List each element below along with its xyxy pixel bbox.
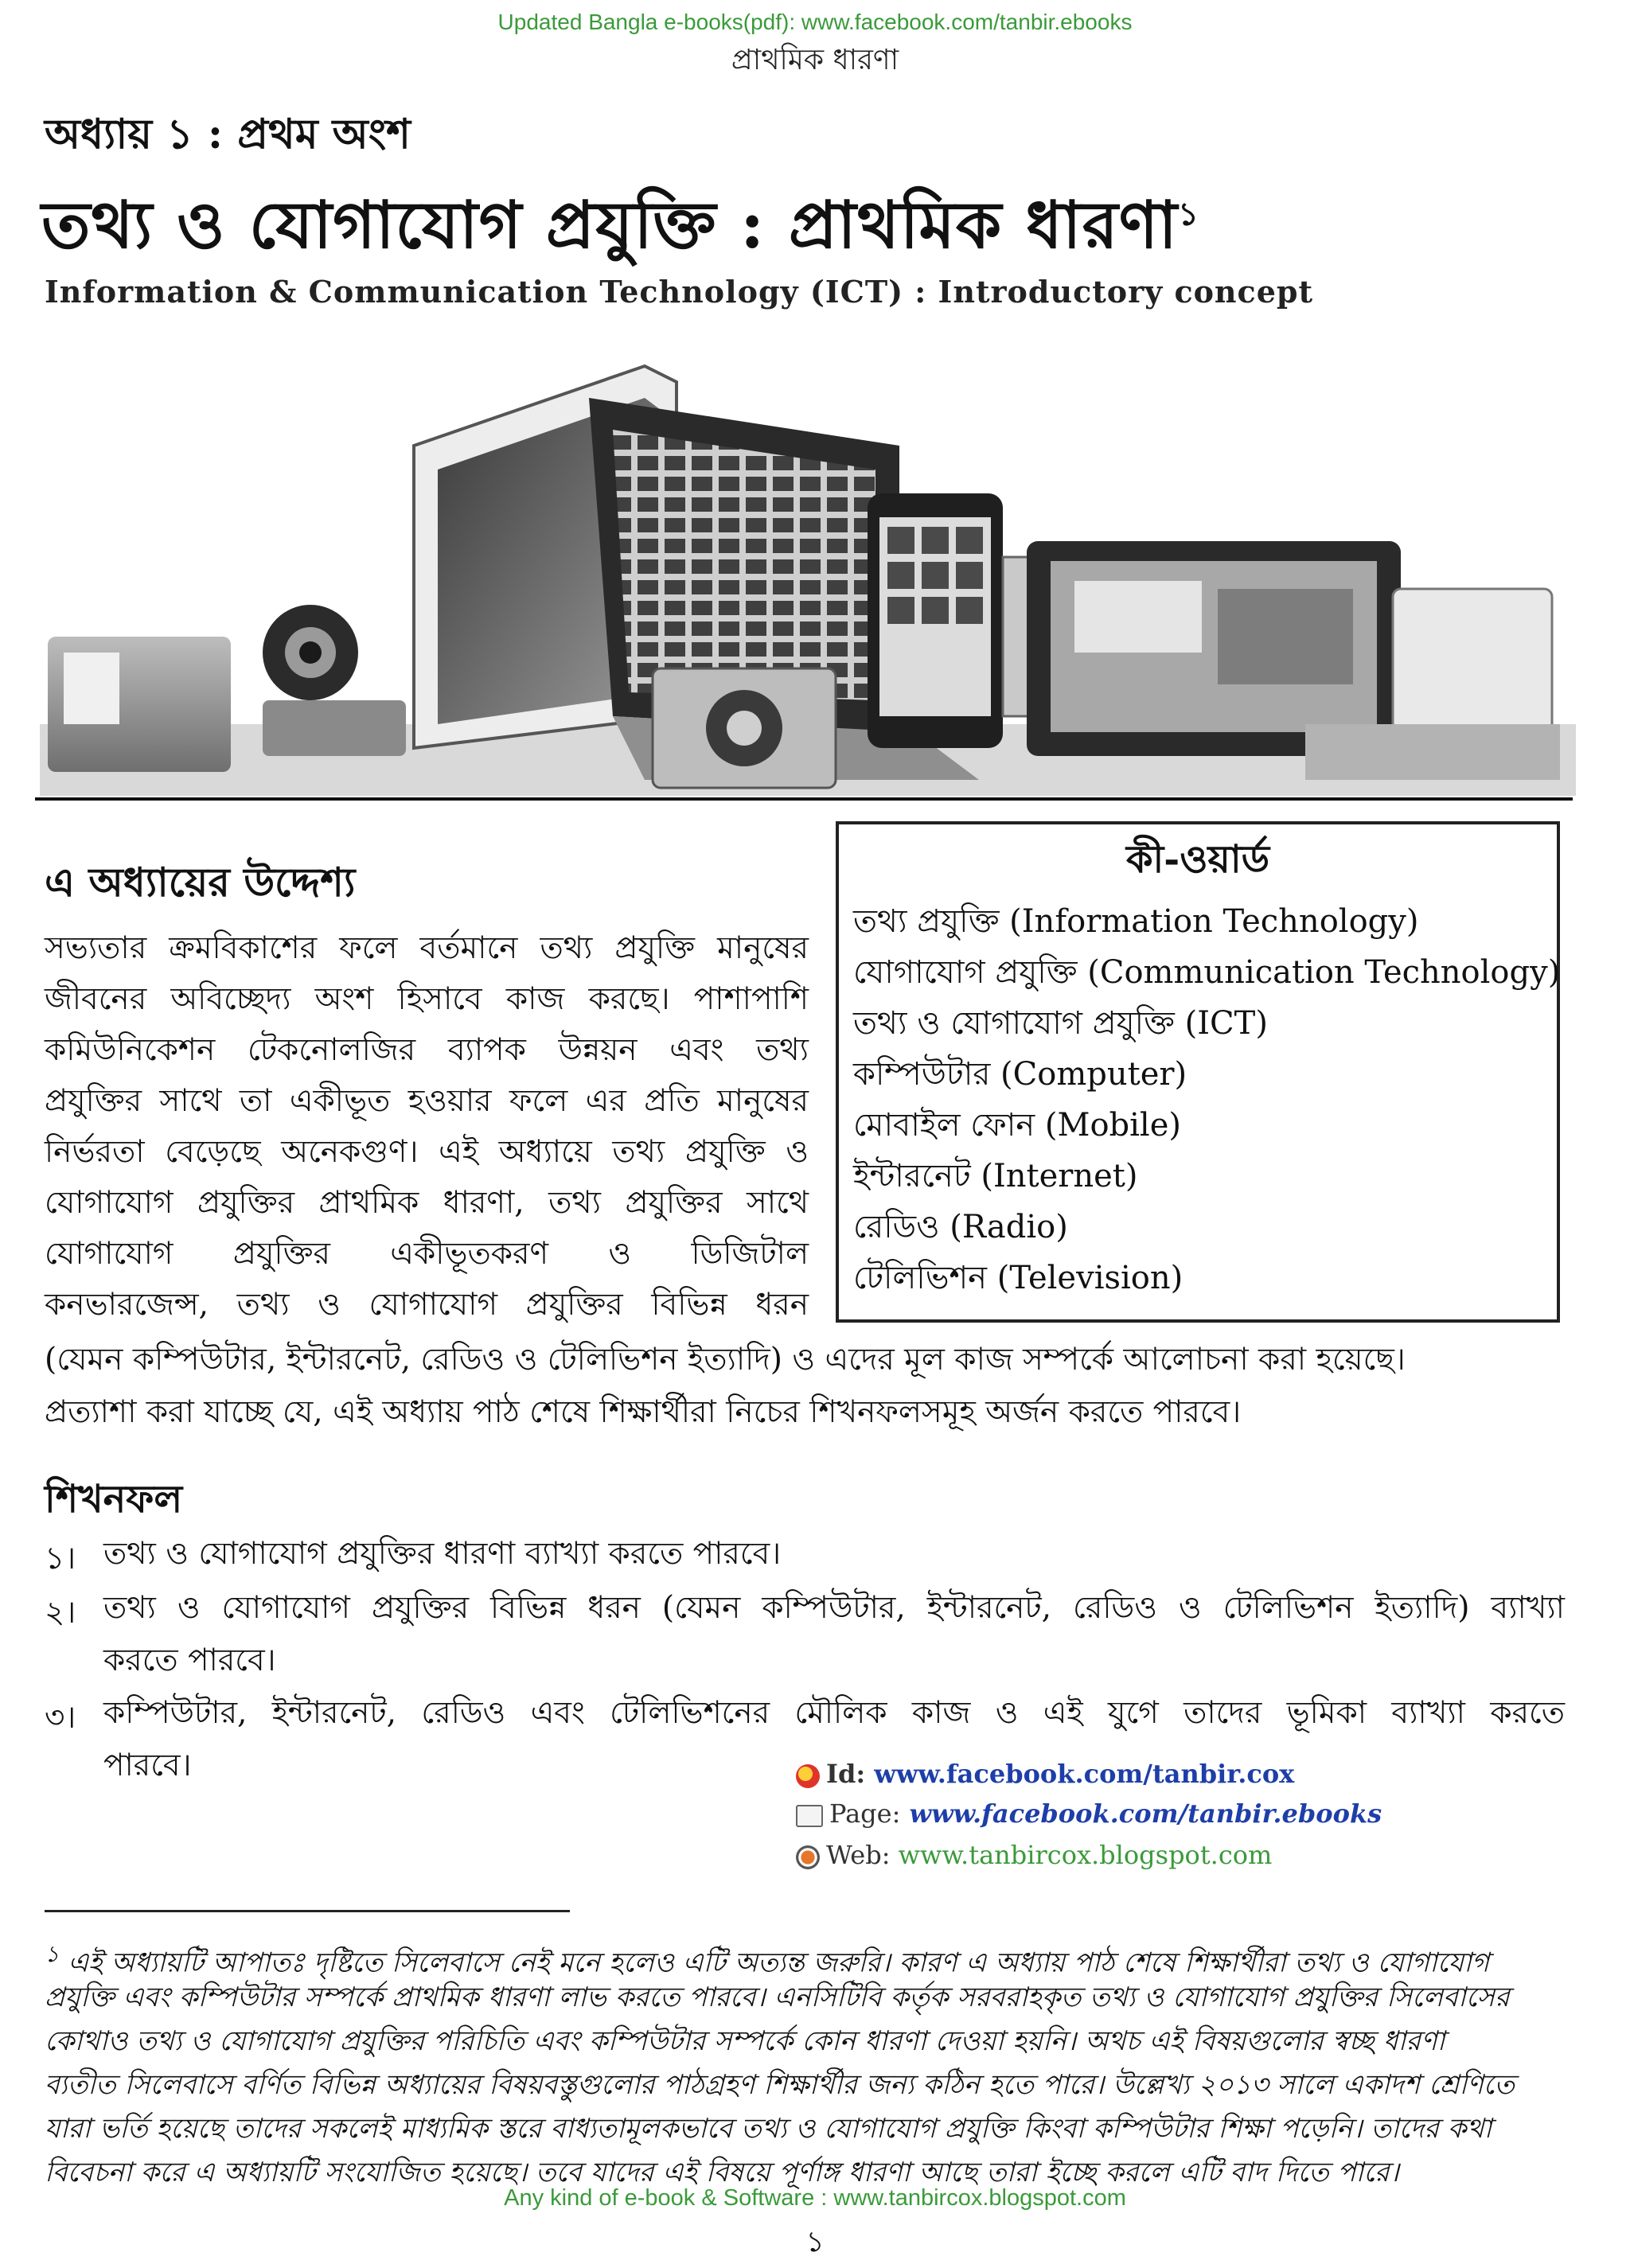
objective-line: নির্ভরতা বেড়েছে অনেকগুণ। এই অধ্যায়ে তথ্য প্রযুক্তি ও [45,1134,809,1170]
objective-line: কমিউনিকেশন টেকনোলজির ব্যাপক উন্নয়ন এবং তথ্য [45,1032,809,1068]
keyword-item: ইন্টারনেট (Internet) [853,1158,1138,1194]
social-id-link[interactable] [796,1759,1294,1789]
keyword-item: মোবাইল ফোন (Mobile) [853,1107,1181,1144]
outcome-number: ৩। [45,1700,76,1736]
objective-line: যোগাযোগ প্রযুক্তির একীভূতকরণ ও ডিজিটাল [45,1236,809,1272]
part-label: অধ্যায় ১ : প্রথম অংশ [45,110,411,158]
globe-icon [796,1845,820,1869]
keyword-item: টেলিভিশন (Television) [853,1260,1184,1296]
footnote-line: যারা ভর্তি হয়েছে তাদের সকলেই মাধ্যমিক স্তরে বাধ্যতামূলকভাবে তথ্য ও যোগাযোগ প্রযুক্তি কিংবা কম্পিউটার শিক্ষা পড়েনি। তাদের কথা [45,2113,1492,2145]
objective-line-full: (যেমন কম্পিউটার, ইন্টারনেট, রেডিও ও টেলিভিশন ইত্যাদি) ও এদের মূল কাজ সম্পর্কে আলোচনা করা হয়েছে। [45,1342,1406,1378]
keyword-box [836,821,1560,1323]
outcome-number: ২। [45,1595,76,1631]
objective-line-full: প্রত্যাশা করা যাচ্ছে যে, এই অধ্যায় পাঠ শেষে শিক্ষার্থীরা নিচের শিখনফলসমূহ অর্জন করতে পারবে। [45,1394,1242,1430]
footnote-divider [45,1910,570,1912]
keyword-item: রেডিও (Radio) [853,1209,1068,1245]
outcome-text: তথ্য ও যোগাযোগ প্রযুক্তির ধারণা ব্যাখ্যা করতে পারবে। [103,1536,782,1572]
social-web-link[interactable] [796,1840,1272,1870]
social-page-value: www.facebook.com/tanbir.ebooks [909,1798,1382,1829]
top-watermark: Updated Bangla e-books(pdf): www.facebook.com/tanbir.ebooks [497,10,1133,34]
social-page-label: Page: [829,1798,901,1829]
objective-line: কনভারজেন্স, তথ্য ও যোগাযোগ প্রযুক্তির বিভিন্ন ধরন [45,1287,809,1323]
social-page-link[interactable] [796,1798,1382,1829]
outcome-number: ১। [45,1541,76,1576]
objective-line: প্রযুক্তির সাথে তা একীভূত হওয়ার ফলে এর প্রতি মানুষের [45,1083,809,1119]
outcome-text: কম্পিউটার, ইন্টারনেট, রেডিও এবং টেলিভিশনের মৌলিক কাজ ও এই যুগে তাদের ভূমিকা ব্যাখ্যা করতে [103,1695,1565,1731]
book-icon [796,1805,823,1827]
objective-line: জীবনের অবিচ্ছেদ্য অংশ হিসাবে কাজ করছে। পাশাপাশি [45,981,809,1017]
outcomes-heading: শিখনফল [45,1477,183,1522]
keyword-item: তথ্য প্রযুক্তি (Information Technology) [853,903,1419,940]
footnote-line: প্রযুক্তি এবং কম্পিউটার সম্পর্কে প্রাথমিক ধারণা লাভ করতে পারবে। এনসিটিবি কর্তৃক সরবরাহকৃত তথ্য ও যোগাযোগ প্রযুক্তির সিলেবাসের [45,1982,1510,2013]
social-web-value: www.tanbircox.blogspot.com [898,1840,1273,1870]
outcome-text-cont: পারবে। [103,1748,192,1783]
keyword-title: কী-ওয়ার্ড [1125,837,1270,882]
running-head: প্রাথমিক ধারণা [731,44,899,76]
outcome-text-cont: করতে পারবে। [103,1643,276,1678]
bottom-watermark: Any kind of e-book & Software : www.tanbircox.blogspot.com [504,2185,1126,2211]
social-web-label: Web: [826,1840,891,1870]
keyword-item: তথ্য ও যোগাযোগ প্রযুক্তি (ICT) [853,1005,1268,1042]
objective-heading: এ অধ্যায়ের উদ্দেশ্য [45,859,356,906]
chapter-title [41,175,1199,284]
objective-line: সভ্যতার ক্রমবিকাশের ফলে বর্তমানে তথ্য প্রযুক্তি মানুষের [45,930,809,966]
chapter-title-text: তথ্য ও যোগাযোগ প্রযুক্তি : প্রাথমিক ধারণা [41,187,1179,263]
footnote-line-text: এই অধ্যায়টি আপাতঃ দৃষ্টিতে সিলেবাসে নেই মনে হলেও এটি অত্যন্ত জরুরি। কারণ এ অধ্যায় পাঠ শেষে শিক্ষার্থীরা তথ্য ও যোগাযোগ [68,1947,1490,1979]
keyword-item: যোগাযোগ প্রযুক্তি (Communication Technology) [853,954,1561,991]
keyword-item: কম্পিউটার (Computer) [853,1056,1187,1093]
chapter-subtitle: Information & Communication Technology (ICT) : Introductory concept [45,274,1313,310]
social-id-value: www.facebook.com/tanbir.cox [874,1759,1295,1789]
outcome-text: তথ্য ও যোগাযোগ প্রযুক্তির বিভিন্ন ধরন (যেমন কম্পিউটার, ইন্টারনেট, রেডিও ও টেলিভিশন ইত্যাদি) ব্যাখ্যা [103,1590,1565,1626]
location-pin-icon [796,1764,820,1788]
footnote-mark: ১ [45,1941,60,1967]
hero-divider [35,797,1573,801]
footnote-marker: ১ [1178,195,1200,233]
footnote-line: কোথাও তথ্য ও যোগাযোগ প্রযুক্তির পরিচিতি এবং কম্পিউটার সম্পর্কে কোন ধারণা দেওয়া হয়নি। অথচ এই বিষয়গুলোর স্বচ্ছ ধারণা [45,2025,1445,2057]
page-number: ১ [805,2226,825,2258]
keyword-list [853,896,1560,1304]
footnote-line: বিবেচনা করে এ অধ্যায়টি সংযোজিত হয়েছে। তবে যাদের এই বিষয়ে পূর্ণাঙ্গ ধারণা আছে তারা ইচ্ছে করলে এটি বাদ দিতে পারে। [45,2157,1399,2188]
objective-line: যোগাযোগ প্রযুক্তির প্রাথমিক ধারণা, তথ্য প্রযুক্তির সাথে [45,1185,809,1221]
devices-illustration [40,350,1576,796]
social-id-label: Id: [826,1759,866,1789]
footnote-line: ব্যতীত সিলেবাসে বর্ণিত বিভিন্ন অধ্যায়ের বিষয়বস্তুগুলোর পাঠগ্রহণ শিক্ষার্থীর জন্য কঠিন হতে পারে। উল্লেখ্য ২০১৩ সালে একাদশ শ্রেণিতে [45,2069,1515,2101]
